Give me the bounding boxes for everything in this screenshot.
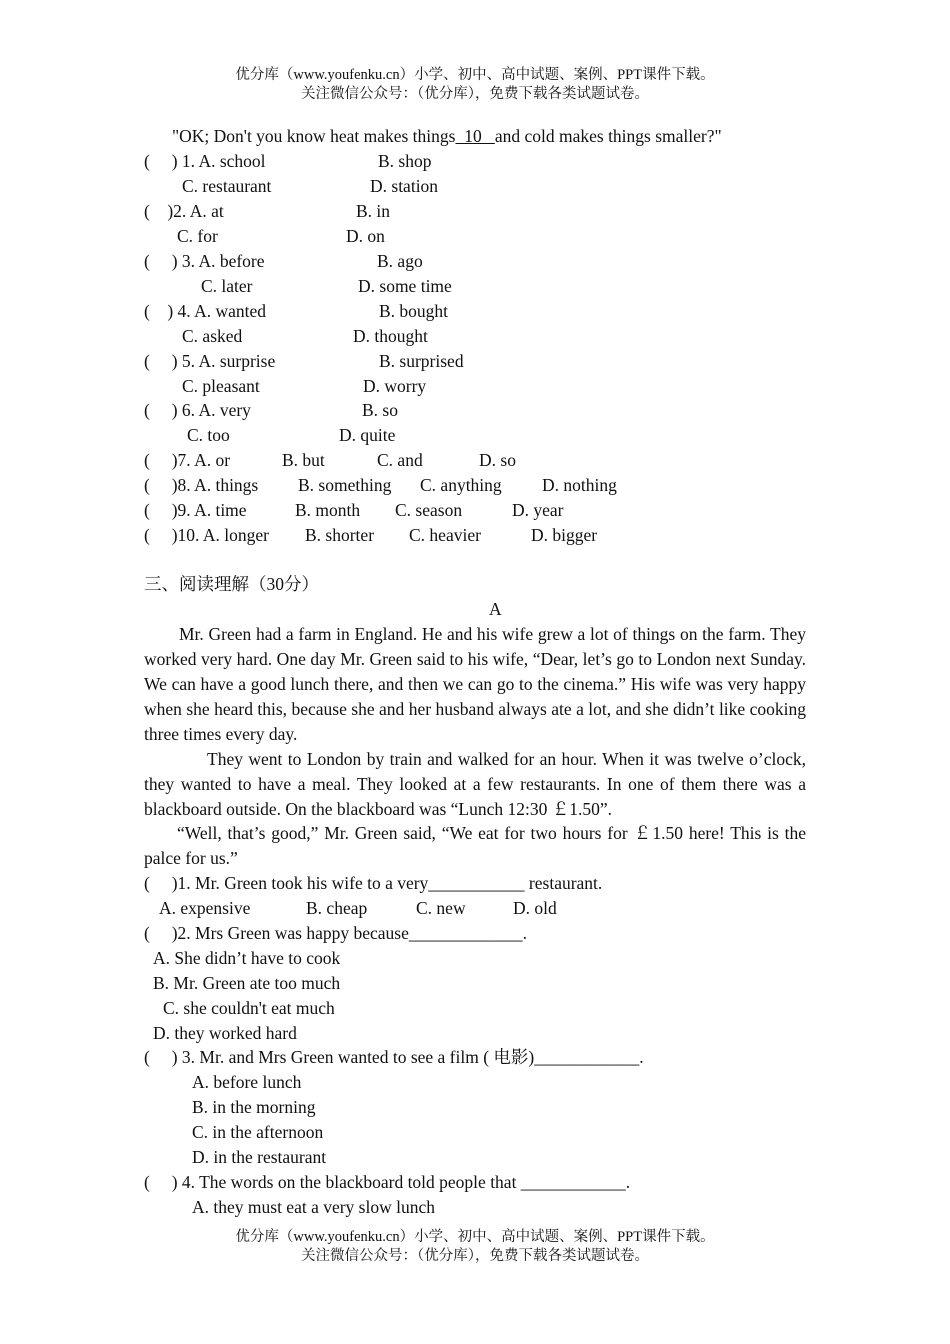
cloze-q2-option-b: B. in bbox=[356, 201, 391, 221]
page-footer bbox=[0, 1228, 950, 1266]
reading-q4-option-a: A. they must eat a very slow lunch bbox=[192, 1197, 436, 1217]
reading-q1-option-b: B. cheap bbox=[306, 898, 368, 918]
cloze-q5-option-b: B. surprised bbox=[379, 351, 464, 371]
reading-q3-stem: ( ) 3. Mr. and Mrs Green wanted to see a film ( 电影)____________. bbox=[144, 1047, 644, 1067]
reading-q1-stem: ( )1. Mr. Green took his wife to a very___________ restaurant. bbox=[144, 873, 603, 893]
cloze-text-before: "OK; Don't you know heat makes things bbox=[172, 126, 456, 146]
reading-q3-option-a: A. before lunch bbox=[192, 1072, 302, 1092]
reading-q1-option-d: D. old bbox=[513, 898, 557, 918]
cloze-q1-option-b: B. shop bbox=[378, 151, 432, 171]
cloze-text-after: and cold makes things smaller?" bbox=[494, 126, 722, 146]
cloze-q9-option-d: D. year bbox=[512, 500, 564, 520]
passage-label: A bbox=[489, 599, 502, 619]
footer-line-2: 关注微信公众号：（优分库），免费下载各类试题试卷。 bbox=[301, 1248, 649, 1264]
reading-q2-option-b: B. Mr. Green ate too much bbox=[153, 973, 341, 993]
reading-q3-option-b: B. in the morning bbox=[192, 1097, 316, 1117]
cloze-q1-stem: ( ) 1. A. school bbox=[144, 151, 266, 171]
cloze-q2-option-d: D. on bbox=[346, 226, 385, 246]
reading-q2-option-d: D. they worked hard bbox=[153, 1023, 297, 1043]
header-line-1: 优分库（www.youfenku.cn）小学、初中、高中试题、案例、PPT课件下载。 bbox=[235, 67, 715, 83]
reading-q1-option-c: C. new bbox=[416, 898, 466, 918]
cloze-q4-option-c: C. asked bbox=[182, 326, 243, 346]
reading-q2-option-a: A. She didn’t have to cook bbox=[153, 948, 341, 968]
section-title-reading: 三、阅读理解（30分） bbox=[144, 574, 319, 594]
cloze-q6-stem: ( ) 6. A. very bbox=[144, 400, 251, 420]
cloze-q3-option-b: B. ago bbox=[377, 251, 423, 271]
cloze-q9-option-b: B. month bbox=[295, 500, 361, 520]
cloze-q7-option-b: B. but bbox=[282, 450, 325, 470]
cloze-q4-option-b: B. bought bbox=[379, 301, 449, 321]
cloze-q10-option-b: B. shorter bbox=[305, 525, 375, 545]
cloze-q6-option-b: B. so bbox=[362, 400, 398, 420]
reading-q2-option-c: C. she couldn't eat much bbox=[163, 998, 335, 1018]
cloze-q4-stem: ( ) 4. A. wanted bbox=[144, 301, 266, 321]
passage-paragraph-3: “Well, that’s good,” Mr. Green said, “We eat for two hours for ￡1.50 here! This is the palce for us.” bbox=[144, 823, 806, 868]
cloze-q1-option-c: C. restaurant bbox=[182, 176, 272, 196]
cloze-q3-option-c: C. later bbox=[201, 276, 253, 296]
cloze-q10-option-c: C. heavier bbox=[409, 525, 481, 545]
reading-q3-option-d: D. in the restaurant bbox=[192, 1147, 327, 1167]
cloze-q10-stem: ( )10. A. longer bbox=[144, 525, 269, 545]
cloze-q3-stem: ( ) 3. A. before bbox=[144, 251, 265, 271]
cloze-q7-option-d: D. so bbox=[479, 450, 516, 470]
page-header bbox=[0, 66, 950, 104]
reading-q2-stem: ( )2. Mrs Green was happy because_____________. bbox=[144, 923, 527, 943]
cloze-q8-option-b: B. something bbox=[298, 475, 392, 495]
cloze-blank-10: 10 bbox=[455, 126, 495, 146]
passage-paragraph-2: They went to London by train and walked for an hour. When it was twelve o’clock, they wanted to have a meal. They looked at a few restaurants. In one of them there was a blackboard outside. On the blackboard was “Lunch 12:30 ￡1.50”. bbox=[144, 749, 806, 819]
header-line-2: 关注微信公众号：（优分库），免费下载各类试题试卷。 bbox=[301, 86, 649, 102]
cloze-q10-option-d: D. bigger bbox=[531, 525, 598, 545]
cloze-q1-option-d: D. station bbox=[370, 176, 439, 196]
reading-q4-stem: ( ) 4. The words on the blackboard told people that ____________. bbox=[144, 1172, 631, 1192]
reading-q3-option-c: C. in the afternoon bbox=[192, 1122, 324, 1142]
cloze-q7-stem: ( )7. A. or bbox=[144, 450, 231, 470]
cloze-q6-option-c: C. too bbox=[187, 425, 230, 445]
cloze-q4-option-d: D. thought bbox=[353, 326, 428, 346]
cloze-q5-option-c: C. pleasant bbox=[182, 376, 260, 396]
cloze-q9-option-c: C. season bbox=[395, 500, 463, 520]
passage-paragraph-1: Mr. Green had a farm in England. He and his wife grew a lot of things on the farm. They worked very hard. One day Mr. Green said to his wife, “Dear, let’s go to London next Sunday. We can have a good lunch there, and then we can go to the cinema.” His wife was very happy when she heard this, because she and her husband always ate a lot, and she didn’t like cooking three times every day. bbox=[144, 624, 806, 744]
cloze-q8-option-c: C. anything bbox=[420, 475, 502, 495]
cloze-q5-option-d: D. worry bbox=[363, 376, 427, 396]
cloze-q9-stem: ( )9. A. time bbox=[144, 500, 247, 520]
cloze-q5-stem: ( ) 5. A. surprise bbox=[144, 351, 276, 371]
footer-line-1: 优分库（www.youfenku.cn）小学、初中、高中试题、案例、PPT课件下载。 bbox=[235, 1229, 715, 1245]
cloze-q2-stem: ( )2. A. at bbox=[144, 201, 224, 221]
cloze-last-sentence bbox=[172, 124, 722, 149]
cloze-q8-option-d: D. nothing bbox=[542, 475, 617, 495]
cloze-q3-option-d: D. some time bbox=[358, 276, 452, 296]
cloze-q6-option-d: D. quite bbox=[339, 425, 396, 445]
cloze-q7-option-c: C. and bbox=[377, 450, 423, 470]
reading-q1-option-a: A. expensive bbox=[159, 898, 251, 918]
cloze-q2-option-c: C. for bbox=[177, 226, 218, 246]
cloze-q8-stem: ( )8. A. things bbox=[144, 475, 259, 495]
